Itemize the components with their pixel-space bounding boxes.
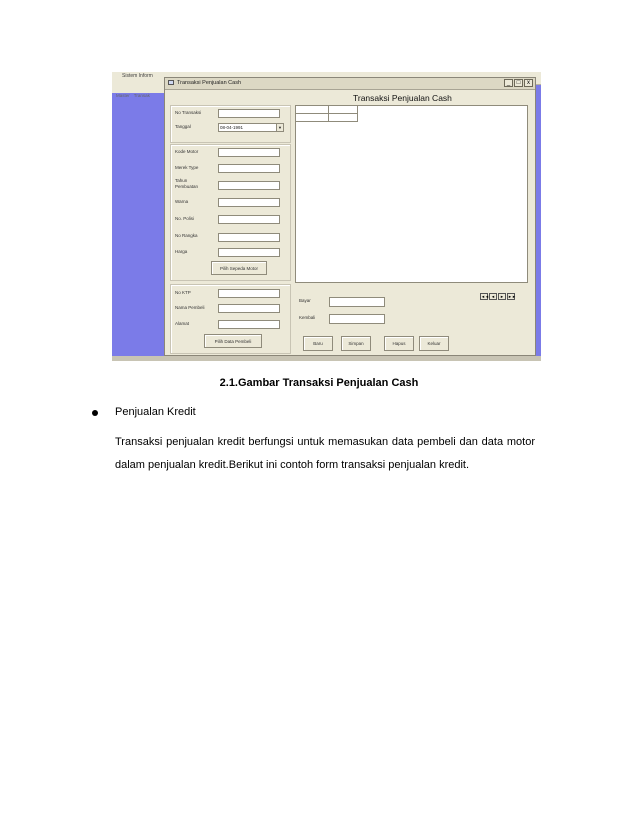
minimize-button[interactable]: _: [504, 79, 513, 87]
pilih-motor-button[interactable]: Pilih Sepeda Motor: [211, 261, 267, 275]
no-ktp-input[interactable]: [218, 289, 280, 298]
nama-pembeli-label: Nama Pembeli: [175, 305, 205, 310]
outer-app-title: Sistem Inform: [122, 73, 153, 79]
menu-master[interactable]: Master: [116, 93, 130, 98]
first-record-button[interactable]: ◄◄: [481, 294, 489, 299]
form-screenshot: [112, 72, 541, 361]
baru-button[interactable]: Baru: [303, 336, 333, 351]
grid-header-cell: [329, 106, 358, 114]
alamat-input[interactable]: [218, 320, 280, 329]
warna-input[interactable]: [218, 198, 280, 207]
no-ktp-label: No KTP: [175, 290, 191, 295]
chevron-down-icon[interactable]: ▼: [276, 124, 283, 131]
tahun-pembuatan-label: Tahun Pembuatan: [175, 178, 199, 189]
grid-cell: [296, 114, 329, 122]
window-title: Transaksi Penjualan Cash: [177, 80, 241, 86]
warna-label: Warna: [175, 199, 189, 204]
record-navigator: [480, 293, 515, 300]
bayar-input[interactable]: [329, 297, 385, 307]
simpan-button[interactable]: Simpan: [341, 336, 371, 351]
prev-record-button[interactable]: ◄: [489, 293, 497, 300]
kembali-input[interactable]: [329, 314, 385, 324]
close-button[interactable]: x: [524, 79, 533, 87]
window-app-icon: [168, 80, 174, 85]
transaction-grid[interactable]: [295, 105, 528, 283]
kode-motor-label: Kode Motor: [175, 149, 199, 154]
harga-input[interactable]: [218, 248, 280, 257]
maximize-button[interactable]: □: [514, 79, 523, 87]
no-transaksi-input[interactable]: [218, 109, 280, 118]
no-transaksi-label: No Transaksi: [175, 110, 202, 115]
harga-label: Harga: [175, 249, 188, 254]
tanggal-select[interactable]: [218, 123, 284, 132]
merek-type-input[interactable]: [218, 164, 280, 173]
figure-caption: 2.1.Gambar Transaksi Penjualan Cash: [219, 377, 419, 389]
no-rangka-input[interactable]: [218, 233, 280, 242]
kembali-label: Kembali: [299, 315, 316, 320]
no-polisi-input[interactable]: [218, 215, 280, 224]
kode-motor-input[interactable]: [218, 148, 280, 157]
section-paragraph: Transaksi penjualan kredit berfungsi untuk memasukan data pembeli dan data motor dalam penjualan kredit.Berikut ini contoh form transaksi penjualan kredit.: [115, 436, 535, 471]
tanggal-label: Tanggal: [175, 124, 191, 129]
window-titlebar[interactable]: [165, 78, 535, 90]
grid-cell: [329, 114, 358, 122]
no-polisi-label: No. Polisi: [175, 216, 195, 221]
nama-pembeli-input[interactable]: [218, 304, 280, 313]
tahun-pembuatan-input[interactable]: [218, 181, 280, 190]
grid-header-cell: [296, 106, 329, 114]
next-record-button[interactable]: ►: [498, 293, 506, 300]
pilih-pembeli-button[interactable]: Pilih Data Pembeli: [204, 334, 262, 348]
section-heading: Penjualan Kredit: [115, 406, 196, 418]
outer-status-bar: [112, 356, 541, 361]
no-rangka-label: No Rangka: [175, 233, 198, 238]
keluar-button[interactable]: Keluar: [419, 336, 449, 351]
menu-transaksi[interactable]: Transak: [133, 93, 150, 98]
hapus-button[interactable]: Hapus: [384, 336, 414, 351]
bayar-label: Bayar: [299, 298, 311, 303]
transaction-window: [164, 77, 536, 356]
merek-type-label: Merek Type: [175, 165, 199, 170]
alamat-label: Alamat: [175, 321, 190, 326]
last-record-button[interactable]: ►►: [508, 294, 516, 299]
tanggal-value: 08-04-1991: [220, 125, 244, 130]
outer-menu-bar: [112, 84, 164, 98]
bullet-icon: [92, 410, 98, 416]
form-title: Transaksi Penjualan Cash: [353, 93, 452, 103]
